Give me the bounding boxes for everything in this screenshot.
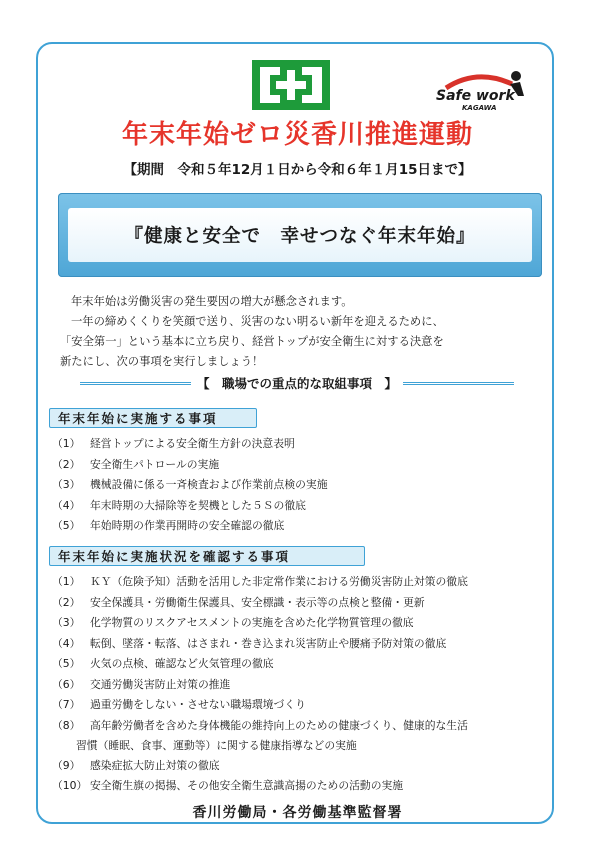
list-item bbox=[52, 516, 552, 537]
safe-work-figure-icon bbox=[432, 62, 532, 112]
list-item bbox=[52, 434, 552, 455]
item-number: （8） bbox=[52, 718, 81, 732]
item-number: （3） bbox=[52, 616, 81, 629]
item-number: （4） bbox=[52, 636, 81, 650]
section-heading bbox=[80, 374, 514, 392]
slogan-banner bbox=[58, 193, 542, 277]
intro-line: 年末年始は労働災害の発生要因の増大が懸念されます。 bbox=[71, 295, 353, 308]
list-item bbox=[52, 593, 552, 614]
section2-label: 年末年始に実施状況を確認する事項 bbox=[49, 546, 365, 566]
item-number: （3） bbox=[52, 478, 81, 491]
list-item bbox=[52, 756, 552, 777]
item-text-continued: 習慣（睡眠、食事、運動等）に関する健康指導などの実施 bbox=[76, 738, 357, 752]
list-item bbox=[52, 716, 552, 756]
item-number: （4） bbox=[52, 498, 81, 512]
item-text: ＫＹ（危険予知）活動を活用した非定常作業における労働災害防止対策の徹底 bbox=[90, 575, 468, 588]
item-text: 感染症拡大防止対策の徹底 bbox=[90, 758, 220, 772]
list-item bbox=[52, 634, 552, 655]
intro-line: 一年の締めくくりを笑顔で送り、災害のない明るい新年を迎えるために、 bbox=[71, 315, 444, 328]
item-text: 年始時期の作業再開時の安全確認の徹底 bbox=[90, 519, 285, 532]
item-number: （1） bbox=[52, 437, 81, 450]
item-number: （2） bbox=[52, 595, 81, 609]
list-item bbox=[52, 654, 552, 675]
intro-line: 新たにし、次の事項を実行しましょう！ bbox=[60, 355, 264, 368]
list-item bbox=[52, 455, 552, 476]
list-item bbox=[52, 496, 552, 517]
item-text: 安全衛生旗の掲揚、その他安全衛生意識高揚のための活動の実施 bbox=[90, 779, 404, 792]
item-text: 年末時期の大掃除等を契機とした５Ｓの徹底 bbox=[90, 498, 306, 512]
section1-label: 年末年始に実施する事項 bbox=[49, 408, 257, 428]
item-number: （1） bbox=[52, 575, 81, 588]
safe-work-logo-text: Safe work bbox=[436, 88, 515, 104]
list-item bbox=[52, 695, 552, 716]
kagawa-logo-text: KAGAWA bbox=[462, 104, 497, 112]
item-text: 過重労働をしない・させない職場環境づくり bbox=[90, 698, 306, 711]
item-number: （2） bbox=[52, 457, 81, 471]
section1-list bbox=[52, 434, 552, 537]
item-number: （7） bbox=[52, 698, 81, 711]
heading-divider bbox=[403, 382, 514, 385]
item-number: （9） bbox=[52, 758, 81, 772]
item-text: 安全保護具・労働衛生保護具、安全標識・表示等の点検と整備・更新 bbox=[90, 595, 425, 609]
list-item bbox=[52, 572, 552, 593]
heading-divider bbox=[80, 382, 191, 385]
intro-line: 「安全第一」という基本に立ち戻り、経営トップが安全衛生に対する決意を bbox=[60, 335, 444, 348]
item-number: （5） bbox=[52, 657, 81, 670]
list-item bbox=[52, 776, 552, 797]
list-item bbox=[52, 613, 552, 634]
item-text: 機械設備に係る一斉検査および作業前点検の実施 bbox=[90, 478, 328, 491]
page-title: 年末年始ゼロ災香川推進運動 bbox=[121, 120, 473, 150]
item-text: 経営トップによる安全衛生方針の決意表明 bbox=[90, 437, 295, 450]
campaign-period: 【期間 令和５年12月１日から令和６年１月15日まで】 bbox=[123, 162, 472, 178]
list-item bbox=[52, 475, 552, 496]
section2-list bbox=[52, 572, 552, 797]
item-text: 化学物質のリスクアセスメントの実施を含めた化学物質管理の徹底 bbox=[90, 616, 414, 629]
issuer-footer: 香川労働局・各労働基準監督署 bbox=[192, 805, 403, 821]
intro-paragraph bbox=[60, 292, 550, 372]
item-text: 転倒、墜落・転落、はさまれ・巻き込まれ災害防止や腰痛予防対策の徹底 bbox=[90, 636, 447, 650]
item-number: （10） bbox=[52, 779, 88, 792]
list-item bbox=[52, 675, 552, 696]
slogan-text: 『健康と安全で 幸せつなぐ年末年始』 bbox=[68, 208, 532, 262]
item-text: 安全衛生パトロールの実施 bbox=[90, 457, 220, 471]
item-number: （6） bbox=[52, 677, 81, 691]
item-text-multiline bbox=[76, 716, 540, 756]
item-text: 交通労働災害防止対策の推進 bbox=[90, 677, 231, 691]
item-text: 火気の点検、確認など火気管理の徹底 bbox=[90, 657, 274, 670]
safe-work-kagawa-logo bbox=[432, 62, 532, 112]
section-heading-text: 【 職場での重点的な取組事項 】 bbox=[197, 376, 398, 391]
green-cross-logo bbox=[252, 60, 330, 110]
item-text: 高年齢労働者を含めた身体機能の維持向上のための健康づくり、健康的な生活 bbox=[90, 718, 468, 732]
item-number: （5） bbox=[52, 519, 81, 532]
